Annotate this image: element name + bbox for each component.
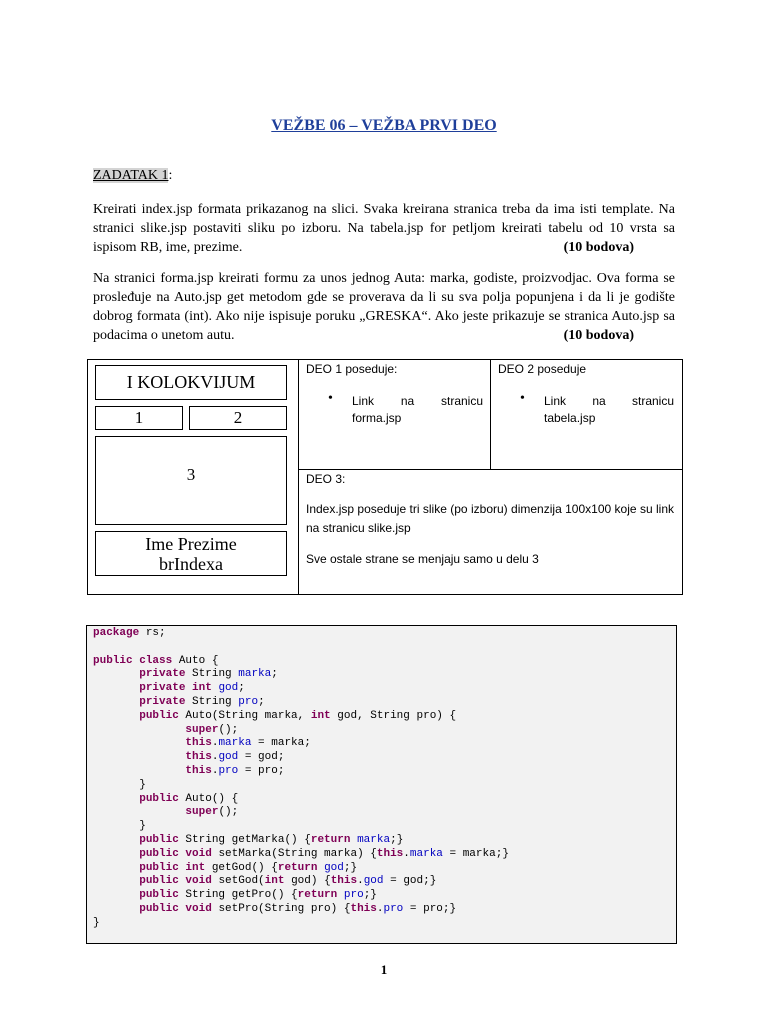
code-text: getGod() {: [205, 861, 278, 874]
code-keyword: public: [139, 833, 179, 846]
code-text: ;}: [390, 833, 404, 846]
code-line: [93, 793, 509, 807]
task-heading: ZADATAK 1: [93, 168, 169, 183]
sketch-footer-line-1: Ime Prezime: [145, 534, 237, 554]
code-text: ;}: [363, 889, 377, 902]
code-keyword: super: [185, 806, 219, 819]
code-text: = pro;}: [403, 902, 457, 915]
sketch-header-box: I KOLOKVIJUM: [95, 365, 287, 400]
code-line: [93, 875, 509, 889]
code-line: [93, 710, 509, 724]
code-keyword: public: [139, 792, 179, 805]
code-text: [93, 834, 139, 846]
table-divider-horizontal: [298, 469, 683, 470]
code-keyword: public void: [139, 847, 212, 860]
paragraph-2-text: Na stranici forma.jsp kreirati formu za unos jednog Auta: marka, godiste, proizvodjac. Ova forma se prosleđuje na Auto.jsp get metodom gde se proverava da li su sva polja popunjena i da li je godište dobrog formata (int). Ako nije ispisuje poruku „GRESKA“. Ako jeste prikazuje se stranica Auto.jsp sa podacima o unetom autu.: [93, 271, 675, 343]
code-text: [93, 668, 139, 680]
code-keyword: this: [376, 847, 404, 860]
code-field: god: [324, 861, 344, 874]
code-text: [93, 903, 139, 915]
code-field: god: [218, 751, 239, 764]
code-text: = marka;}: [442, 847, 509, 860]
paragraph-1-points: (10 bodova): [563, 240, 634, 255]
code-text: setGod(: [211, 875, 265, 888]
code-text: .: [211, 751, 219, 764]
code-text: [337, 889, 344, 901]
deo2-bullet-icon: •: [520, 391, 525, 406]
code-line: [93, 696, 509, 710]
code-text: }: [93, 778, 146, 791]
table-divider-vertical-2: [490, 359, 491, 469]
code-line: [93, 627, 509, 641]
code-line: [93, 917, 509, 931]
sketch-footer-line-2: brIndexa: [159, 554, 223, 574]
code-text: = god;: [238, 751, 285, 764]
task-heading-colon: :: [168, 168, 173, 183]
deo3-note: Sve ostale strane se menjaju samo u delu 3: [306, 552, 539, 566]
code-keyword: public int: [139, 861, 206, 874]
code-line: [93, 668, 509, 682]
code-line: [93, 806, 509, 820]
code-field: god: [218, 682, 239, 695]
code-keyword: int: [310, 709, 331, 722]
code-field: marka: [357, 833, 391, 846]
code-text: god) {: [284, 875, 331, 888]
code-line: [93, 779, 509, 793]
code-text: [93, 862, 139, 874]
code-text: ();: [218, 723, 239, 736]
code-text: = pro;: [238, 764, 285, 777]
code-text: [93, 889, 139, 901]
code-text: Auto {: [172, 654, 219, 667]
code-text: [93, 806, 185, 818]
code-line: [93, 903, 509, 917]
code-keyword: this: [185, 751, 212, 764]
code-text: String: [185, 668, 239, 681]
code-text: setMarka(String marka) {: [211, 847, 377, 860]
page-number: 1: [380, 962, 388, 977]
code-field: marka: [218, 737, 252, 750]
code-line: [93, 889, 509, 903]
code-text: setPro(String pro) {: [211, 902, 351, 915]
sketch-part-3-box: 3: [95, 436, 287, 525]
code-text: god, String pro) {: [330, 709, 457, 722]
code-text: [93, 751, 185, 763]
code-keyword: this: [185, 737, 212, 750]
code-text: [93, 682, 139, 694]
deo2-bullet-text: Link na stranicu tabela.jsp: [544, 394, 674, 425]
code-keyword: return: [297, 889, 338, 902]
paragraph-1-text: Kreirati index.jsp formata prikazanog na slici. Svaka kreirana stranica treba da ima isti template. Na stranici slike.jsp postaviti sliku po izboru. Na tabela.jsp for petljom kreirati tabelu od 10 vrsta sa ispisom RB, ime, prezime.: [93, 202, 675, 255]
code-field: pro: [218, 764, 239, 777]
code-keyword: package: [93, 627, 140, 639]
code-keyword: private: [139, 695, 186, 708]
code-keyword: private int: [139, 682, 212, 695]
code-text: ();: [218, 806, 239, 819]
code-keyword: return: [277, 861, 318, 874]
code-field: pro: [343, 889, 364, 902]
code-keyword: public void: [139, 875, 212, 888]
paragraph-2-points: (10 bodova): [563, 328, 634, 343]
code-text: Auto() {: [178, 792, 239, 805]
code-text: }: [93, 916, 100, 929]
code-text: = marka;: [251, 737, 311, 750]
code-line: [93, 765, 509, 779]
code-text: ;: [271, 668, 278, 681]
code-text: .: [211, 737, 219, 750]
code-text: String getPro() {: [178, 889, 298, 902]
deo1-bullet-icon: •: [328, 391, 333, 406]
code-keyword: int: [264, 875, 285, 888]
sketch-part-2-box: 2: [189, 406, 287, 430]
task-paragraph-1: [93, 200, 675, 257]
code-keyword: this: [330, 875, 358, 888]
sketch-footer-box: [95, 531, 287, 576]
code-text: ;: [258, 695, 265, 708]
code-text: [93, 765, 185, 777]
code-text: [93, 710, 139, 722]
code-text: .: [357, 875, 364, 888]
code-keyword: super: [185, 723, 219, 736]
code-field: marka: [409, 847, 443, 860]
document-title: VEŽBE 06 – VEŽBA PRVI DEO: [271, 117, 497, 134]
code-line: [93, 848, 509, 862]
code-line: [93, 655, 509, 669]
code-text: [93, 793, 139, 805]
code-keyword: this: [350, 902, 377, 915]
code-text: [93, 724, 185, 736]
code-keyword: this: [185, 764, 212, 777]
code-line: [93, 751, 509, 765]
code-line: [93, 724, 509, 738]
code-text: [93, 875, 139, 887]
deo1-heading: DEO 1 poseduje:: [306, 362, 398, 376]
code-text: rs;: [139, 627, 166, 639]
table-divider-vertical: [298, 359, 299, 595]
code-line: [93, 820, 509, 834]
code-text: .: [211, 764, 219, 777]
deo1-bullet-text: Link na stranicu forma.jsp: [352, 394, 483, 425]
code-line: [93, 862, 509, 876]
code-keyword: return: [310, 833, 351, 846]
code-listing: [93, 627, 509, 931]
code-text: [93, 848, 139, 860]
code-text: String getMarka() {: [178, 833, 311, 846]
code-field: pro: [383, 902, 404, 915]
code-text: .: [376, 902, 384, 915]
code-field: god: [363, 875, 384, 888]
code-block: [86, 625, 677, 944]
code-text: ;}: [343, 861, 358, 874]
deo3-heading: DEO 3:: [306, 472, 346, 486]
code-field: pro: [238, 695, 259, 708]
code-line: [93, 641, 509, 655]
code-line: [93, 682, 509, 696]
deo2-heading: DEO 2 poseduje: [498, 362, 587, 376]
code-keyword: public: [139, 709, 179, 722]
code-text: .: [403, 847, 410, 860]
code-field: marka: [238, 668, 272, 681]
code-text: }: [93, 820, 146, 833]
code-keyword: public void: [139, 902, 212, 915]
sketch-part-1-box: 1: [95, 406, 183, 430]
code-text: Auto(String marka,: [178, 709, 311, 722]
code-line: [93, 737, 509, 751]
code-keyword: private: [139, 668, 186, 681]
code-text: String: [185, 695, 239, 708]
code-text: ;: [238, 682, 245, 695]
code-text: = god;}: [383, 875, 437, 888]
task-paragraph-2: [93, 269, 675, 345]
task-heading-row: [93, 168, 172, 184]
deo3-description: Index.jsp poseduje tri slike (po izboru) dimenzija 100x100 koje su link na stranicu slike.jsp: [306, 502, 674, 535]
code-keyword: public class: [93, 654, 173, 667]
code-text: [93, 737, 185, 749]
code-line: [93, 834, 509, 848]
code-text: [93, 696, 139, 708]
code-keyword: public: [139, 889, 179, 902]
